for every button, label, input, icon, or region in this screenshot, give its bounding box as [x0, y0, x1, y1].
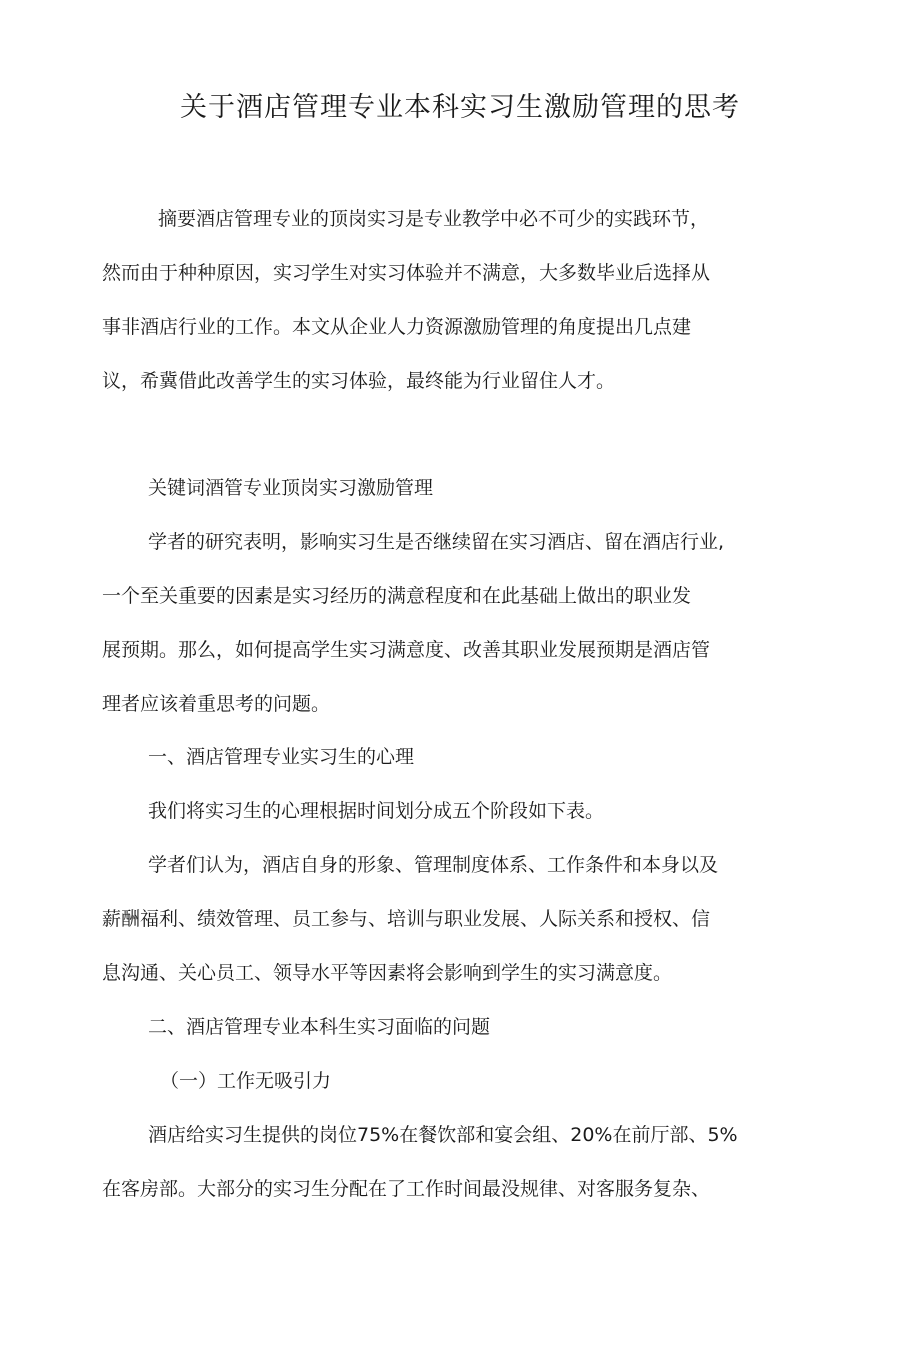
paragraph-line: 酒店给实习生提供的岗位75%在餐饮部和宴会组、20%在前厅部、5%	[148, 1124, 738, 1146]
document-title: 关于酒店管理专业本科实习生激励管理的思考	[180, 92, 740, 123]
abstract-line: 摘要酒店管理专业的顶岗实习是专业教学中必不可少的实践环节，	[158, 208, 710, 230]
paragraph-line: 理者应该着重思考的问题。	[102, 693, 331, 715]
paragraph-line: 一个至关重要的因素是实习经历的满意程度和在此基础上做出的职业发	[102, 585, 692, 607]
paragraph-line: 薪酬福利、绩效管理、员工参与、培训与职业发展、人际关系和授权、信	[102, 908, 711, 930]
paragraph-line: 息沟通、关心员工、领导水平等因素将会影响到学生的实习满意度。	[102, 962, 673, 984]
section-heading: 一、酒店管理专业实习生的心理	[148, 746, 415, 768]
paragraph-line: 我们将实习生的心理根据时间划分成五个阶段如下表。	[148, 800, 605, 822]
abstract-line: 议，希冀借此改善学生的实习体验，最终能为行业留住人才。	[102, 370, 616, 392]
subsection-heading: （一）工作无吸引力	[160, 1070, 332, 1092]
abstract-line: 然而由于种种原因，实习学生对实习体验并不满意，大多数毕业后选择从	[102, 262, 711, 284]
section-heading: 二、酒店管理专业本科生实习面临的问题	[148, 1016, 491, 1038]
paragraph-line: 学者的研究表明，影响实习生是否继续留在实习酒店、留在酒店行业,	[148, 531, 725, 553]
paragraph-line: 展预期。那么，如何提高学生实习满意度、改善其职业发展预期是酒店管	[102, 639, 711, 661]
paragraph-line: 学者们认为，酒店自身的形象、管理制度体系、工作条件和本身以及	[148, 854, 719, 876]
keywords-line: 关键词酒管专业顶岗实习激励管理	[148, 477, 434, 499]
paragraph-line: 在客房部。大部分的实习生分配在了工作时间最没规律、对客服务复杂、	[102, 1178, 711, 1200]
abstract-line: 事非酒店行业的工作。本文从企业人力资源激励管理的角度提出几点建	[102, 316, 692, 338]
